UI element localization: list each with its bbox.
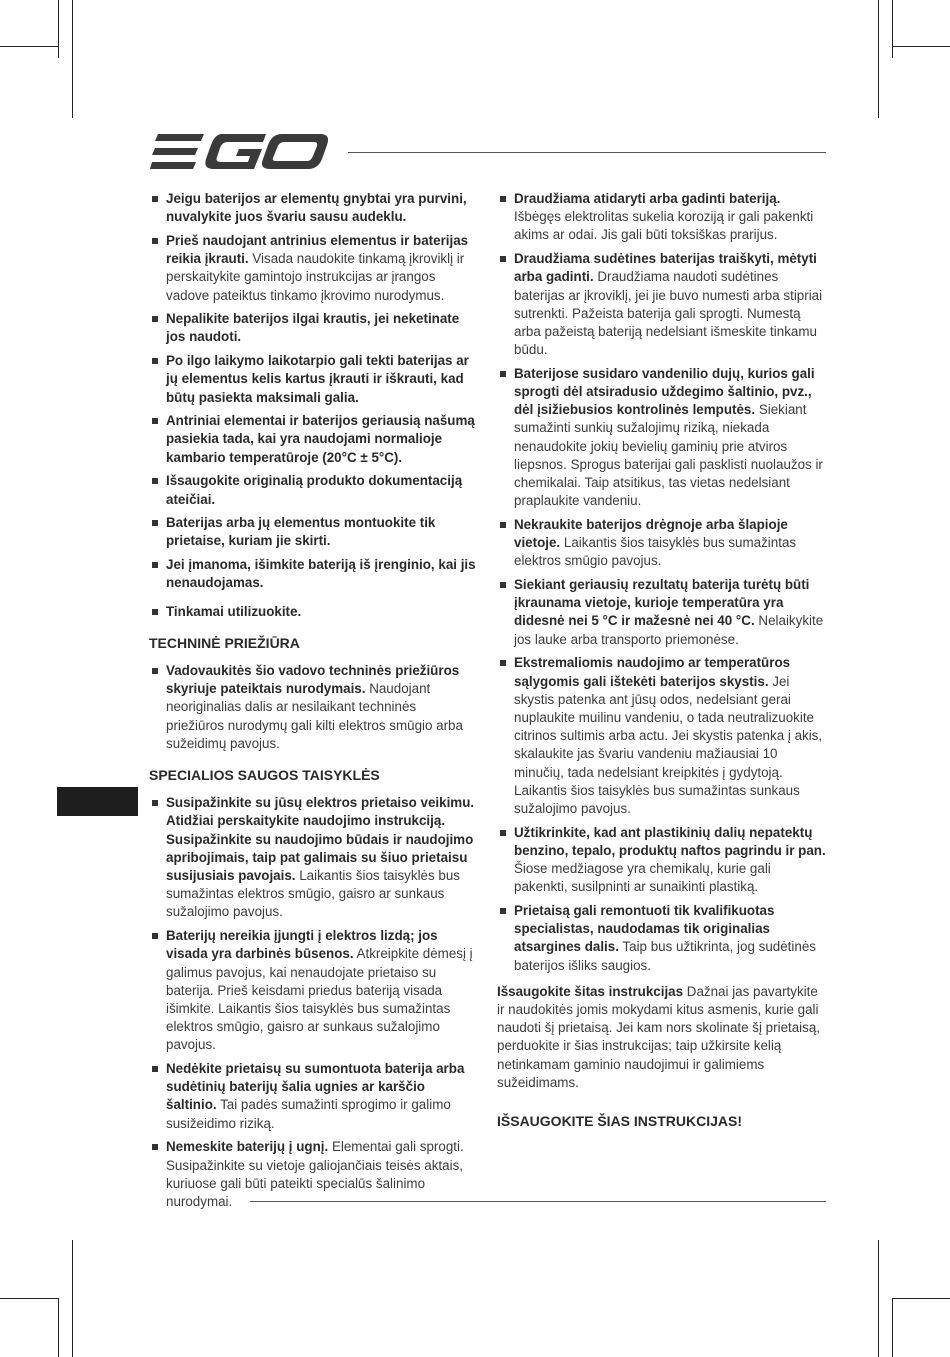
special-safety-list — [149, 794, 477, 1211]
crop-mark — [892, 1298, 950, 1299]
bullet-bold-text: Draudžiama sudėtines baterijas traiškyti, mėtyti arba gadinti. — [514, 251, 817, 285]
crop-mark — [58, 0, 59, 58]
crop-mark — [0, 1298, 58, 1299]
bullet-item — [149, 603, 477, 621]
bullet-body-text: Nelaikykite jos lauke arba transporto priemonėse. — [514, 613, 824, 647]
bullet-bold-text: Prieš naudojant antrinius elementus ir baterijas reikia įkrauti. — [166, 232, 469, 267]
bullet-bold-text: Prietaisą gali remontuoti tik kvalifikuotas specialistas, naudodamas tik originalias atsargines dalis. — [514, 903, 775, 955]
bullet-item — [149, 412, 477, 467]
bullet-body-text: Naudojant neoriginalias dalis ar nesilaikant techninės priežiūros nurodymų gali kilti elektros smūgio arba sužeidimų pavojus. — [166, 681, 463, 751]
battery-care-list — [149, 190, 477, 621]
bullet-item — [497, 365, 827, 511]
bullet-item — [497, 654, 827, 818]
bullet-body-text: Siekiant sumažinti sunkių sužalojimų riziką, niekada nenaudokite jokių bevielių gaminių prie atviros liepsnos. Sprogus baterijai gali pasklisti nuolaužos ir chemikalai. Taip atsitikus, tas vietas nedelsiant praplaukite vandeniu. — [514, 402, 823, 509]
bullet-bold-text: Baterijų nereikia įjungti į elektros lizdą; jos visada yra darbinės būsenos. — [166, 928, 438, 962]
crop-mark — [58, 1298, 59, 1357]
crop-mark — [878, 1240, 879, 1357]
right-column — [497, 190, 827, 1140]
bullet-item — [149, 232, 477, 305]
bullet-item — [149, 352, 477, 407]
bullet-bold-text: Jeigu baterijos ar elementų gnybtai yra purvini, nuvalykite juos švariu sausu audeklu. — [166, 191, 467, 225]
bullet-bold-text: Baterijose susidaro vandenilio dujų, kurios gali sprogti dėl atsiradusio uždegimo šaltinio, pvz., dėl įsižiebusios kontrolinės lemputės. — [514, 365, 815, 418]
final-heading: IŠSAUGOKITE ŠIAS INSTRUKCIJAS! — [497, 1113, 743, 1130]
bullet-item — [149, 472, 477, 508]
crop-mark — [892, 46, 950, 47]
paragraph-body: Dažnai jas pavartykite ir naudokitės jomis mokydami kitus asmenis, kurie gali naudoti šį prietaisą. Jei kam nors skolinate šį prietaisą, perduokite ir šias instrukcijas; taip užkirsite kelią netinkamam gaminio naudojimui ir galimiems sužeidimams. — [497, 983, 821, 1090]
language-tab-marker — [57, 787, 138, 816]
bullet-bold-text: Jei įmanoma, išimkite bateriją iš įrenginio, kai jis nenaudojamas. — [166, 557, 476, 591]
bullet-item — [497, 824, 827, 897]
section-heading-special-safety: SPECIALIOS SAUGOS TAISYKLĖS — [149, 766, 380, 783]
paragraph-lead: Išsaugokite šitas instrukcijas — [497, 983, 684, 999]
bullet-bold-text: Nepalikite baterijos ilgai krautis, jei neketinate jos naudoti. — [166, 311, 460, 345]
bullet-bold-text: Tinkamai utilizuokite. — [166, 603, 302, 619]
bullet-bold-text: Užtikrinkite, kad ant plastikinių dalių nepatektų benzino, tepalo, produktų naftos pagrindu ir pan. — [514, 824, 826, 858]
crop-mark — [72, 0, 73, 118]
crop-mark — [892, 1298, 893, 1357]
bullet-item — [149, 514, 477, 550]
bullet-bold-text: Siekiant geriausių rezultatų baterija turėtų būti įkraunama vietoje, kurioje temperatūra yra didesnė nei 5 °C ir mažesnė nei 40 °C. — [514, 577, 810, 629]
battery-safety-list — [497, 190, 827, 975]
maintenance-list — [149, 662, 477, 753]
bullet-bold-text: Išsaugokite originalią produkto dokumentaciją ateičiai. — [166, 473, 463, 507]
bullet-body-text: Jei skystis patenka ant jūsų odos, nedelsiant gerai nuplaukite muilinu vandeniu, o tada neutralizuokite citrinos sultimis arba actu. Jei skystis patenka į akis, skalaukite jas švariu vandeniu mažiausiai 10 minučių, tada nedelsiant kreipkitės į gydytoją. Laikantis šios taisyklės bus sumažintas sunkaus sužalojimo pavojus. — [514, 673, 823, 816]
crop-mark — [892, 0, 893, 58]
bullet-item — [149, 310, 477, 346]
bullet-bold-text: Po ilgo laikymo laikotarpio gali tekti baterijas ar jų elementus kelis kartus įkrauti ir iškrauti, kad būtų pasiekta maksimali galia. — [166, 353, 469, 405]
bullet-item — [497, 576, 827, 649]
bullet-body-text: Draudžiama naudoti sudėtines baterijas ar įkroviklį, jei jie buvo numesti arba stipriai sutrenkti. Pažeista baterija gali sprogti. Numestą arba pažeistą bateriją nedelsiant išmeskite tinkamu būdu. — [514, 269, 823, 358]
bullet-item — [149, 190, 477, 226]
bullet-item — [149, 1138, 477, 1211]
crop-mark — [878, 0, 879, 118]
crop-mark — [72, 1240, 73, 1357]
bullet-body-text: Laikantis šios taisyklės bus sumažintas elektros smūgio pavojus. — [514, 535, 797, 569]
bullet-bold-text: Baterijas arba jų elementus montuokite tik prietaise, kuriam jie skirti. — [166, 515, 436, 549]
bullet-item — [149, 556, 477, 592]
save-instructions-paragraph — [497, 983, 827, 1092]
section-heading-maintenance: TECHNINĖ PRIEŽIŪRA — [149, 634, 300, 651]
bullet-item — [149, 927, 477, 1054]
bullet-body-text: Tai padės sumažinti sprogimo ir galimo susižeidimo riziką. — [166, 1097, 451, 1131]
bullet-bold-text: Nedėkite prietaisų su sumontuota baterija arba sudėtinių baterijų šalia ugnies ar karščio šaltinio. — [166, 1061, 465, 1113]
bullet-body-text: Visada naudokite tinkamą įkroviklį ir perskaitykite gamintojo instrukcijas ar įrangos vadove pateiktus tinkamo įkrovimo nurodymus. — [166, 251, 465, 303]
bullet-body-text: Elementai gali sprogti. Susipažinkite su vietoje galiojančiais teisės aktais, kuriuose gali būti pateikti specialūs šalinimo nurodymai. — [166, 1139, 464, 1209]
bullet-item — [497, 516, 827, 571]
bullet-bold-text: Susipažinkite su jūsų elektros prietaiso veikimu. Atidžiai perskaitykite naudojimo instrukciją. Susipažinkite su naudojimo būdais ir naudojimo apribojimais, taip pat galimais su šiuo prietaisu susijusiais pavojais. — [166, 795, 475, 883]
crop-mark — [0, 46, 58, 47]
bullet-item — [149, 662, 477, 753]
left-column — [149, 190, 477, 1217]
bullet-item — [149, 1060, 477, 1133]
header-rule — [348, 152, 826, 153]
bullet-bold-text: Nemeskite baterijų į ugnį. — [166, 1139, 329, 1155]
bullet-body-text: Atkreipkite dėmesį į galimus pavojus, kai nenaudojate prietaiso su baterija. Prieš keisdami priedus bateriją visada išimkite. Laikantis šios taisyklės bus sumažintas elektros smūgio, gaisro ar sunkaus sužalojimo pavojus. — [166, 946, 473, 1053]
bullet-item — [497, 250, 827, 359]
bullet-body-text: Išbėgęs elektrolitas sukelia koroziją ir gali pakenkti akims ar odai. Jis gali būti toksiškas prarijus. — [514, 209, 814, 243]
bullet-bold-text: Ekstremaliomis naudojimo ar temperatūros sąlygomis gali ištekėti baterijos skystis. — [514, 655, 791, 689]
bullet-bold-text: Antriniai elementai ir baterijos geriausią našumą pasiekia tada, kai yra naudojami normalioje kambario temperatūroje (20°C ± 5°C). — [166, 413, 475, 465]
bullet-body-text: Taip bus užtikrinta, jog sudėtinės baterijos išliks saugios. — [514, 939, 816, 973]
ego-logo — [150, 132, 330, 172]
bullet-bold-text: Draudžiama atidaryti arba gadinti bateriją. — [514, 191, 781, 206]
bullet-bold-text: Nekraukite baterijos drėgnoje arba šlapioje vietoje. — [514, 516, 788, 551]
bullet-body-text: Laikantis šios taisyklės bus sumažintas elektros smūgio, gaisro ar sunkaus sužalojimo pavojus. — [166, 868, 460, 920]
bullet-item — [149, 794, 477, 921]
bullet-body-text: Šiose medžiagose yra chemikalų, kurie gali pakenkti, susilpninti ar sunaikinti plastiką. — [514, 861, 771, 895]
bullet-item — [497, 190, 827, 245]
bullet-item — [497, 902, 827, 975]
bullet-bold-text: Vadovaukitės šio vadovo techninės priežiūros skyriuje pateiktais nurodymais. — [166, 662, 460, 697]
